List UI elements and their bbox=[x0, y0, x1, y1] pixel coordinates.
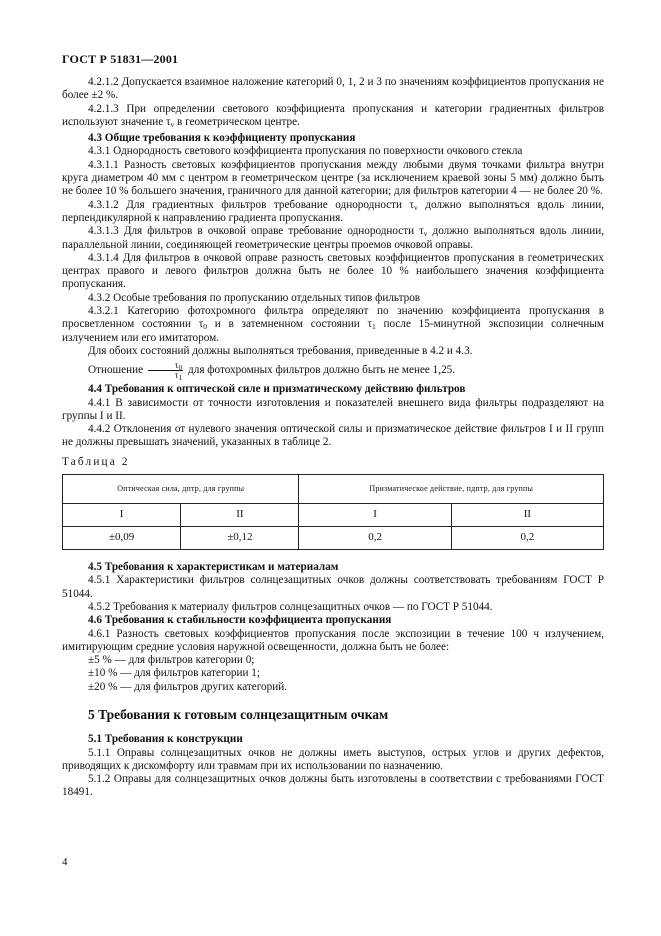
para-4-3-1: 4.3.1 Однородность светового коэффициента пропускания по поверхности очкового стекла bbox=[88, 145, 523, 158]
list-item: ±5 % — для фильтров категории 0; bbox=[88, 654, 255, 667]
table-row bbox=[63, 527, 604, 550]
heading-5-1: 5.1 Требования к конструкции bbox=[88, 733, 243, 746]
heading-4-5: 4.5 Требования к характеристикам и материалам bbox=[88, 561, 339, 574]
heading-4-4: 4.4 Требования к оптической силе и призматическому действию фильтров bbox=[88, 383, 466, 396]
para-ratio: Отношение $\frac{\tau_0}{\tau_1}$ для фотохромных фильтров должно быть не менее 1,25. bbox=[88, 360, 456, 383]
table-header-row bbox=[63, 475, 604, 504]
para-4-3-1-1: 4.3.1.1 Разность световых коэффициентов пропускания между любыми двумя точками фильтра внутри круга диаметром 40 мм с центром в геометрическом центре (за исключением краевой зоны 5 мм) должно быть не более 10 % большего значения, граничного для данной категории; для фильтров категории 4 — не более 20 %. bbox=[62, 158, 604, 198]
para-4-3-2: 4.3.2 Особые требования по пропусканию отдельных типов фильтров bbox=[88, 291, 421, 304]
list-item: ±20 % — для фильтров других категорий. bbox=[88, 680, 287, 693]
heading-4-6: 4.6 Требования к стабильности коэффициента пропускания bbox=[88, 614, 392, 627]
table-caption: Таблица 2 bbox=[62, 455, 130, 468]
para-4-5-1: 4.5.1 Характеристики фильтров солнцезащитных очков должны соответствовать требованиям ГОСТ Р 51044. bbox=[62, 574, 604, 600]
para-4-5-2: 4.5.2 Требования к материалу фильтров солнцезащитных очков — по ГОСТ Р 51044. bbox=[88, 600, 493, 613]
para-both-states: Для обоих состояний должны выполняться требования, приведенные в 4.2 и 4.3. bbox=[88, 344, 473, 357]
header-prismatic-action: Призматическое действие, пдптр, для группы bbox=[299, 475, 604, 504]
page-body bbox=[62, 76, 604, 800]
para-4-4-1: 4.4.1 В зависимости от точности изготовления и показателей внешнего вида фильтры подразделяют на группы I и II. bbox=[62, 396, 604, 422]
para-5-1-1: 5.1.1 Оправы солнцезащитных очков не должны иметь выступов, острых углов и других дефектов, приводящих к дискомфорту или травмам при их использовании по назначению. bbox=[62, 746, 604, 772]
para-4-4-2: 4.4.2 Отклонения от нулевого значения оптической силы и призматическое действие фильтров I и II групп не должны превышать значений, указанных в таблице 2. bbox=[62, 423, 604, 449]
value-cell: 0,2 bbox=[451, 527, 603, 550]
para-4-3-1-4: 4.3.1.4 Для фильтров в очковой оправе разность световых коэффициентов пропускания в геометрических центрах правого и левого фильтров должна быть не более 10 % наибольшего значения коэффициента пропускания. bbox=[62, 251, 604, 291]
value-cell: ±0,09 bbox=[63, 527, 181, 550]
group-cell: I bbox=[299, 504, 451, 527]
table-2 bbox=[62, 474, 604, 550]
heading-4-3: 4.3 Общие требования к коэффициенту пропускания bbox=[88, 132, 356, 145]
table-row bbox=[63, 504, 604, 527]
para-4-2-1-2: 4.2.1.2 Допускается взаимное наложение категорий 0, 1, 2 и 3 по значениям коэффициентов пропускания не более ±2 %. bbox=[62, 76, 604, 102]
value-cell: ±0,12 bbox=[181, 527, 299, 550]
value-cell: 0,2 bbox=[299, 527, 451, 550]
header-optical-power: Оптическая сила, дптр, для группы bbox=[63, 475, 299, 504]
ratio-fraction: $\frac{\tau_0}{\tau_1}$ bbox=[148, 361, 183, 380]
group-cell: II bbox=[451, 504, 603, 527]
para-4-3-1-2: 4.3.1.2 Для градиентных фильтров требование однородности $\tau_v$ должно выполняться вдоль линии, перпендикулярной к направлению градиента пропускания. bbox=[62, 198, 604, 224]
para-5-1-2: 5.1.2 Оправы для солнцезащитных очков должны быть изготовлены в соответствии с требованиями ГОСТ 18491. bbox=[62, 773, 604, 799]
para-4-3-2-1: 4.3.2.1 Категорию фотохромного фильтра определяют по значению коэффициента пропускания в просветленном состоянии $\tau_0$ и в затемненном состоянии $\tau_1$ после 15-минутной экспозиции солнечным излучением или его имитатором. bbox=[62, 305, 604, 344]
para-4-6-1: 4.6.1 Разность световых коэффициентов пропускания после экспозиции в течение 100 ч излучением, имитирующим средние условия наружной освещенности, должна быть не более: bbox=[62, 627, 604, 653]
para-4-2-1-3: 4.2.1.3 При определении светового коэффициента пропускания и категории градиентных фильтров используют значение $\tau_v$ в геометрическом центре. bbox=[62, 102, 604, 129]
group-cell: II bbox=[181, 504, 299, 527]
section-5-title: 5 Требования к готовым солнцезащитным очкам bbox=[88, 706, 389, 722]
page-header: ГОСТ Р 51831—2001 bbox=[62, 52, 179, 66]
group-cell: I bbox=[63, 504, 181, 527]
page-number: 4 bbox=[62, 856, 68, 868]
list-item: ±10 % — для фильтров категории 1; bbox=[88, 667, 260, 680]
para-4-3-1-3: 4.3.1.3 Для фильтров в очковой оправе требование однородности $\tau_v$ должно выполняться вдоль линии, параллельной линии, соединяющей геометрические центры проемов очковой оправы. bbox=[62, 225, 604, 251]
